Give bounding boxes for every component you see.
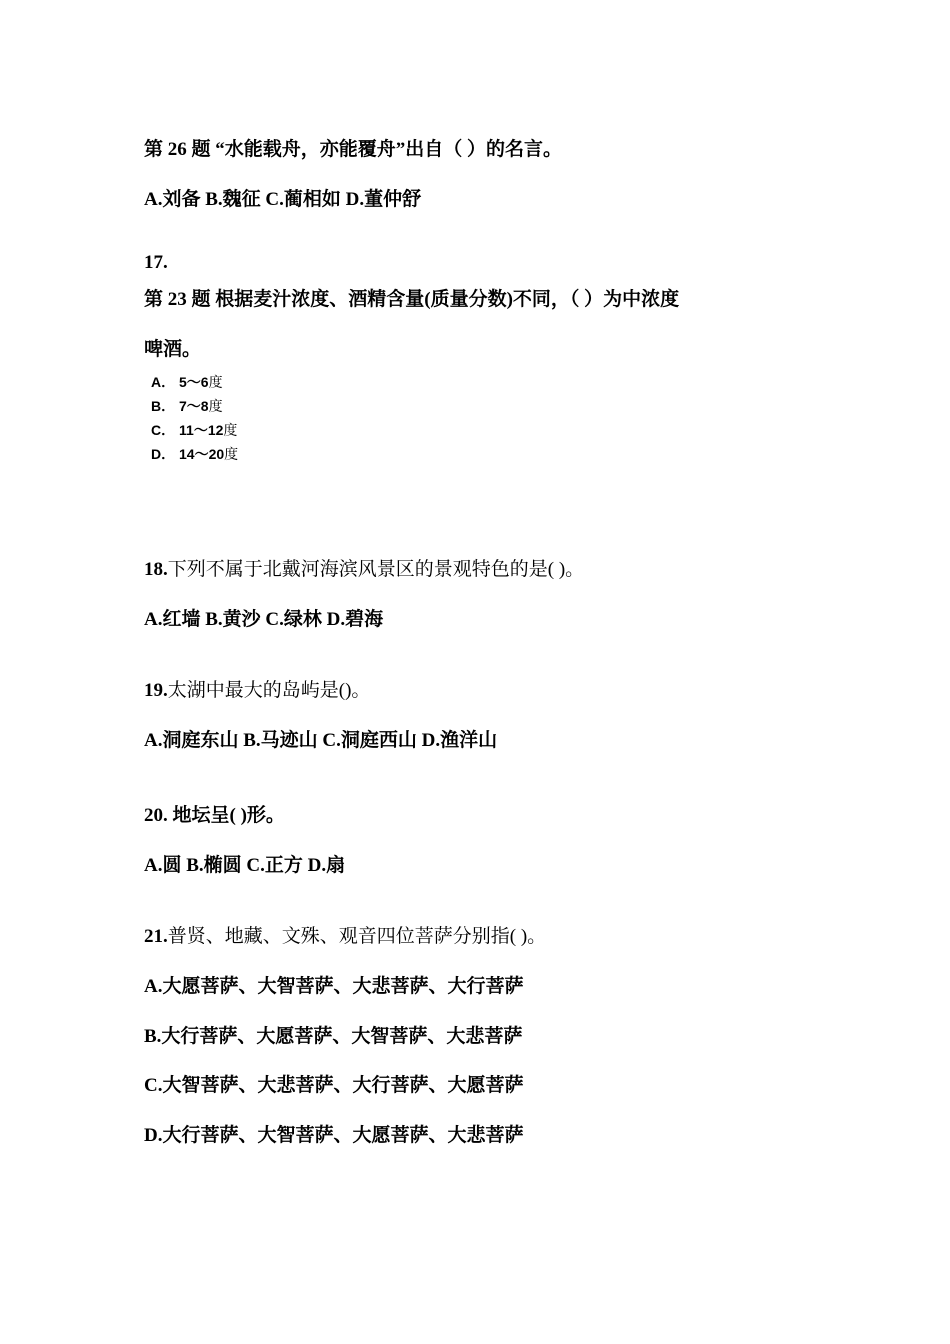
question-19-text bbox=[144, 679, 370, 703]
question-number: 21. bbox=[144, 926, 168, 947]
question-stem: 下列不属于北戴河海滨风景区的景观特色的是( )。 bbox=[167, 559, 585, 580]
question-17-option-a bbox=[151, 373, 223, 392]
option-letter: B． bbox=[151, 398, 176, 414]
question-18-text bbox=[144, 558, 584, 582]
question-number: 19. bbox=[144, 680, 168, 701]
question-21-option-d: D.大行菩萨、大智菩萨、大愿菩萨、大悲菩萨 bbox=[144, 1125, 524, 1146]
question-17-text-line1: 第 23 题 根据麦汁浓度、酒精含量(质量分数)不同，（ ）为中浓度 bbox=[144, 289, 680, 310]
question-stem: 太湖中最大的岛屿是()。 bbox=[167, 680, 371, 701]
question-18-options: A.红墙 B.黄沙 C.绿林 D.碧海 bbox=[144, 609, 384, 630]
option-unit: 度 bbox=[208, 399, 223, 415]
option-range: 7～8 bbox=[179, 398, 209, 414]
question-17-option-b bbox=[151, 397, 223, 416]
question-17-option-d bbox=[151, 445, 238, 464]
question-26-options: A.刘备 B.魏征 C.蔺相如 D.董仲舒 bbox=[144, 189, 422, 210]
question-21-option-c: C.大智菩萨、大悲菩萨、大行菩萨、大愿菩萨 bbox=[144, 1075, 524, 1096]
option-unit: 度 bbox=[208, 375, 223, 391]
question-19-options: A.洞庭东山 B.马迹山 C.洞庭西山 D.渔洋山 bbox=[144, 730, 498, 751]
question-21-option-a: A.大愿菩萨、大智菩萨、大悲菩萨、大行菩萨 bbox=[144, 976, 524, 997]
question-21-option-b: B.大行菩萨、大愿菩萨、大智菩萨、大悲菩萨 bbox=[144, 1026, 523, 1047]
question-26-text: 第 26 题 “水能载舟，亦能覆舟”出自（ ）的名言。 bbox=[144, 139, 563, 160]
option-range: 5～6 bbox=[179, 374, 209, 390]
question-17-text-line2: 啤酒。 bbox=[144, 339, 202, 360]
option-unit: 度 bbox=[224, 447, 239, 463]
question-20-options: A.圆 B.椭圆 C.正方 D.扇 bbox=[144, 855, 346, 876]
question-21-text bbox=[144, 925, 546, 949]
option-unit: 度 bbox=[223, 423, 238, 439]
question-number: 18. bbox=[144, 559, 168, 580]
option-range: 11～12 bbox=[179, 422, 224, 438]
option-range: 14～20 bbox=[179, 446, 225, 462]
question-17-option-c bbox=[151, 421, 237, 440]
option-letter: A． bbox=[151, 374, 176, 390]
question-stem: 普贤、地藏、文殊、观音四位菩萨分别指( )。 bbox=[167, 926, 547, 947]
option-letter: C． bbox=[151, 422, 176, 438]
option-letter: D． bbox=[151, 446, 176, 462]
question-17-number: 17. bbox=[144, 252, 168, 273]
question-20-text: 20. 地坛呈( )形。 bbox=[144, 805, 285, 826]
